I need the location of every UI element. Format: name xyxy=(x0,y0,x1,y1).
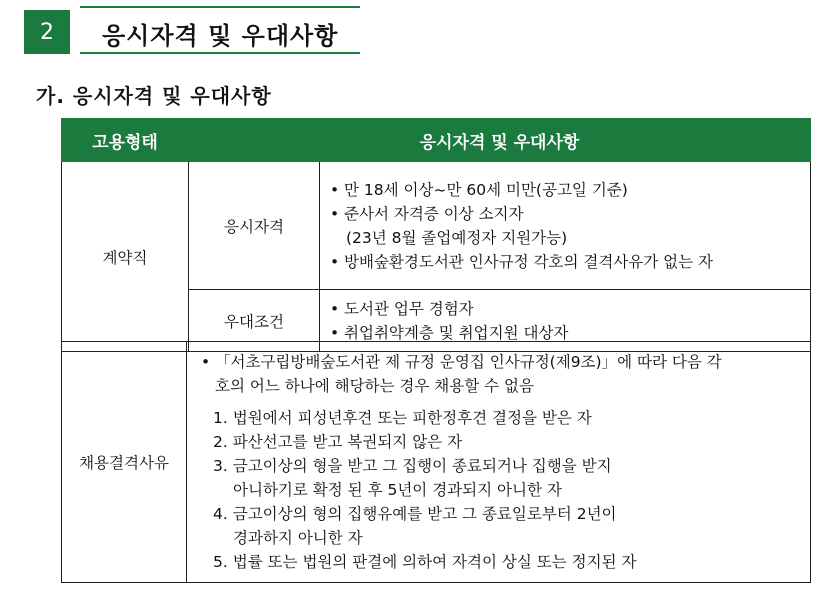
header-qualifications: 응시자격 및 우대사항 xyxy=(189,119,811,162)
list-item: 3. 금고이상의 형을 받고 그 집행이 종료되거나 집행을 받지 아니하기로 확정 된 후 5년이 경과되지 아니한 자 xyxy=(213,457,612,499)
section-number: 2 xyxy=(24,10,70,54)
list-item: 4. 금고이상의 형의 집행유예를 받고 그 종료일로부터 2년이 경과하지 아니한 자 xyxy=(213,505,617,547)
disqualification-content xyxy=(187,342,811,583)
table-header-row xyxy=(62,119,811,162)
employment-type-cell: 계약직 xyxy=(62,162,189,352)
list-item: 2. 파산선고를 받고 복권되지 않은 자 xyxy=(213,433,463,451)
section-title-box xyxy=(80,6,360,54)
qualification-table xyxy=(61,118,811,352)
qualification-content xyxy=(320,162,811,290)
qualification-list xyxy=(330,178,800,274)
sub-heading: 가. 응시자격 및 우대사항 xyxy=(36,84,272,108)
row-label-preference: 우대조건 xyxy=(189,290,320,352)
table-row xyxy=(62,342,811,583)
list-item: • 취업취약계층 및 취업지원 대상자 xyxy=(330,321,800,345)
list-item: • 도서관 업무 경험자 xyxy=(330,297,800,321)
list-item: • 방배숲환경도서관 인사규정 각호의 결격사유가 없는 자 xyxy=(330,250,800,274)
table-row xyxy=(62,162,811,290)
row-label-qualification: 응시자격 xyxy=(189,162,320,290)
list-item: 5. 법률 또는 법원의 판결에 의하여 자격이 상실 또는 정지된 자 xyxy=(213,553,637,571)
disqualification-list xyxy=(201,406,800,574)
list-item: • 준사서 자격증 이상 소지자 (23년 8월 졸업예정자 지원가능) xyxy=(330,202,800,250)
section-title: 응시자격 및 우대사항 xyxy=(102,22,339,50)
header-employment-type: 고용형태 xyxy=(62,119,189,162)
preference-list xyxy=(330,297,800,345)
list-item: • 만 18세 이상~만 60세 미만(공고일 기준) xyxy=(330,178,800,202)
disqualification-label: 채용결격사유 xyxy=(62,342,187,583)
list-item: 1. 법원에서 피성년후견 또는 피한정후견 결정을 받은 자 xyxy=(213,409,592,427)
disqualification-intro: • 「서초구립방배숲도서관 제 규정 운영집 인사규정(제9조)」에 따라 다음 각 호의 어느 하나에 해당하는 경우 채용할 수 없음 xyxy=(201,350,800,398)
disqualification-table xyxy=(61,341,811,583)
